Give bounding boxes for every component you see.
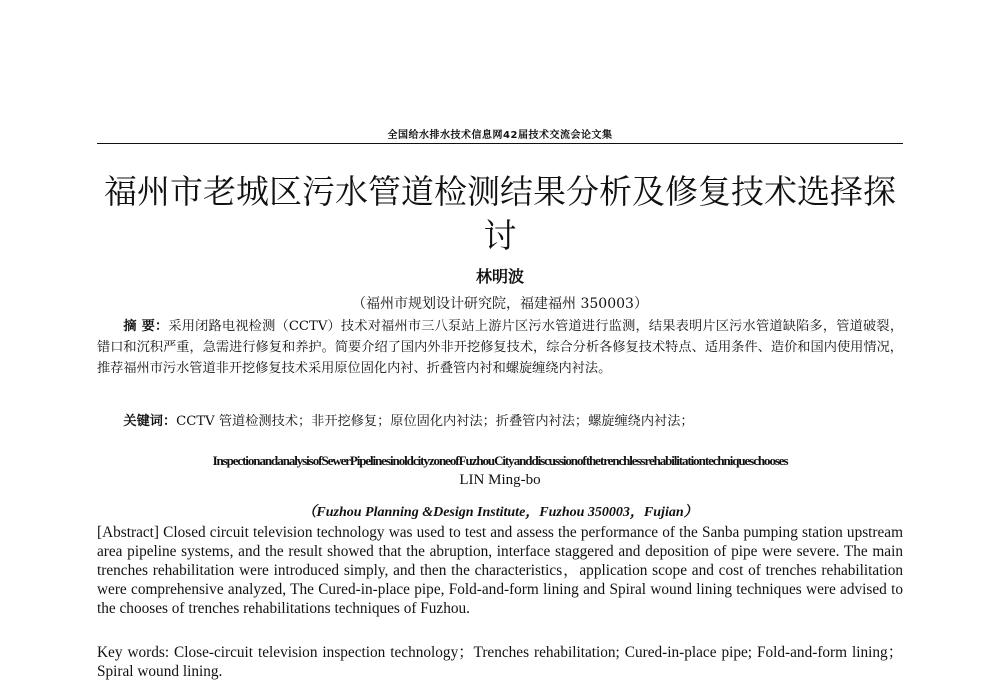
running-header: 全国给水排水技术信息网42届技术交流会论文集 [387, 130, 613, 141]
keywords-en: Key words: Close-circuit television inspection technology；Trenches rehabilitation; Cured-in-place pipe; Fold-and-form lining；Spiral wound lining. [97, 644, 903, 680]
author-cn: 林明波 [475, 267, 524, 286]
author-en: LIN Ming-bo [459, 472, 541, 488]
keywords-cn-text: CCTV 管道检测技术；非开挖修复；原位固化内衬法；折叠管内衬法；螺旋缠绕内衬法； [176, 414, 694, 429]
abstract-cn [97, 316, 903, 379]
paper-title-cn: 福州市老城区污水管道检测结果分析及修复技术选择探讨 [104, 172, 896, 255]
abstract-en: [Abstract] Closed circuit television technology was used to test and assess the performance of the Sanba pumping station upstream area pipeline systems, and the result showed that the abruption, interface staggered and deposition of pipe were severe. The main trenches rehabilitation were introduced simply, and then the characteristics，application scope and cost of trenches rehabilitation were comprehensive analyzed, The Cured-in-place pipe, Fold-and-form lining and Spiral wound lining techniques were advised to the chooses of trenches rehabilitations techniques of Fuzhou. [97, 524, 903, 617]
paper-title-en: Inspection and analysis of Sewer Pipelines in old city zone of Fuzhou City and discussion of the trenchless rehabilitation techniques chooses [212, 453, 788, 468]
keywords-cn [97, 411, 903, 432]
affiliation-cn: （福州市规划设计研究院，福建福州 350003） [352, 296, 648, 312]
affiliation-en: （Fuzhou Planning &Design Institute，Fuzhou 350003，Fujian） [302, 505, 698, 520]
abstract-cn-text: 采用闭路电视检测（CCTV）技术对福州市三八泵站上游片区污水管道进行监测，结果表明片区污水管道缺陷多，管道破裂，错口和沉积严重，急需进行修复和养护。简要介绍了国内外非开挖修复技术，综合分析各修复技术特点、适用条件、造价和国内使用情况，推荐福州市污水管道非开挖修复技术采用原位固化内衬、折叠管内衬和螺旋缠绕内衬法。 [97, 319, 904, 376]
header-rule [97, 143, 903, 144]
abstract-cn-label: 摘 要： [123, 319, 169, 334]
keywords-cn-label: 关键词： [123, 414, 177, 429]
